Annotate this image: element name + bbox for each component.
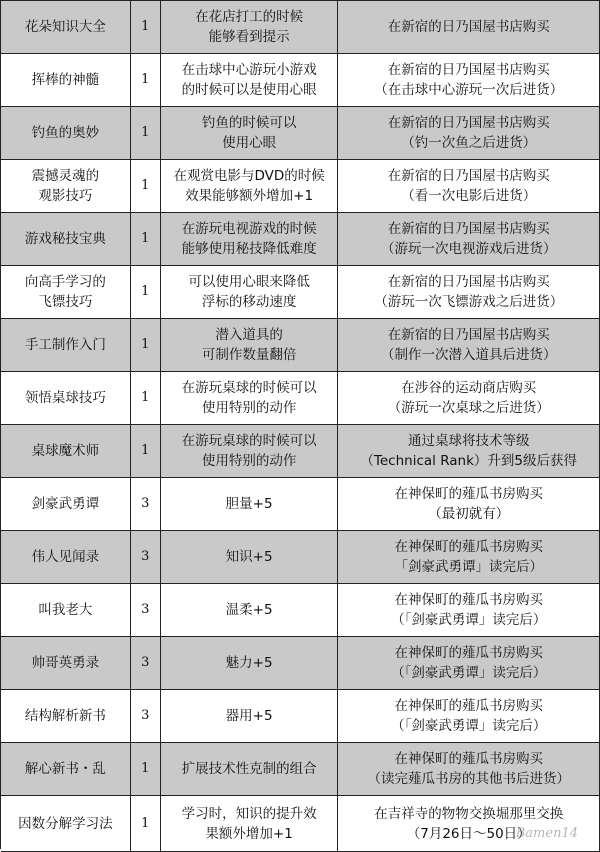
table-row [1, 743, 600, 796]
count-cell: 1 [131, 319, 161, 371]
source-cell: 在新宿的日乃国屋书店购买 （制作一次潜入道具后进货） [338, 319, 600, 371]
effect-cell: 魅力+5 [161, 637, 339, 689]
book-name-cell: 解心新书・乱 [1, 743, 131, 795]
table-row [1, 531, 600, 584]
book-name-cell: 手工制作入门 [1, 319, 131, 371]
table-row [1, 372, 600, 425]
book-name-cell: 伟人见闻录 [1, 531, 131, 583]
source-cell: 在神保町的薤瓜书房购买 （「剑豪武勇谭」读完后） [338, 637, 600, 689]
source-cell: 通过桌球将技术等级 （Technical Rank）升到5级后获得 [338, 425, 600, 477]
source-cell: 在神保町的薤瓜书房购买 「剑豪武勇谭」读完后） [338, 531, 600, 583]
book-name-cell: 桌球魔术师 [1, 425, 131, 477]
effect-cell: 在游玩桌球的时候可以 使用特别的动作 [161, 372, 339, 424]
source-cell: 在新宿的日乃国屋书店购买 （看一次电影后进货） [338, 160, 600, 212]
count-cell: 3 [131, 690, 161, 742]
source-cell: 在新宿的日乃国屋书店购买 （钓一次鱼之后进货） [338, 107, 600, 159]
source-cell: 在新宿的日乃国屋书店购买 （游玩一次电视游戏后进货） [338, 213, 600, 265]
book-name-cell: 游戏秘技宝典 [1, 213, 131, 265]
count-cell: 1 [131, 54, 161, 106]
source-cell: 在新宿的日乃国屋书店购买 （游玩一次飞镖游戏之后进货） [338, 266, 600, 318]
count-cell: 1 [131, 1, 161, 53]
source-cell: 在涉谷的运动商店购买 （游玩一次桌球之后进货） [338, 372, 600, 424]
book-name-cell: 领悟桌球技巧 [1, 372, 131, 424]
book-name-cell: 钓鱼的奥妙 [1, 107, 131, 159]
table-row [1, 637, 600, 690]
count-cell: 1 [131, 160, 161, 212]
effect-cell: 钓鱼的时候可以 使用心眼 [161, 107, 339, 159]
count-cell: 3 [131, 531, 161, 583]
table-row [1, 266, 600, 319]
count-cell: 1 [131, 107, 161, 159]
effect-cell: 在游玩桌球的时候可以 使用特别的动作 [161, 425, 339, 477]
book-name-cell: 花朵知识大全 [1, 1, 131, 53]
count-cell: 1 [131, 425, 161, 477]
count-cell: 3 [131, 584, 161, 636]
book-name-cell: 挥棒的神髓 [1, 54, 131, 106]
effect-cell: 器用+5 [161, 690, 339, 742]
count-cell: 1 [131, 213, 161, 265]
book-name-cell: 叫我老大 [1, 584, 131, 636]
book-name-cell: 向高手学习的 飞镖技巧 [1, 266, 131, 318]
table-row [1, 1, 600, 54]
watermark: Bamen14 [515, 826, 578, 841]
source-cell: 在神保町的薤瓜书房购买 （「剑豪武勇谭」读完后） [338, 584, 600, 636]
effect-cell: 在观赏电影与DVD的时候 效果能够额外增加+1 [161, 160, 339, 212]
table-row [1, 319, 600, 372]
count-cell: 1 [131, 743, 161, 795]
table-row [1, 690, 600, 743]
effect-cell: 学习时，知识的提升效 果额外增加+1 [161, 796, 339, 851]
count-cell: 1 [131, 266, 161, 318]
table-row [1, 213, 600, 266]
table-row [1, 584, 600, 637]
table-row [1, 425, 600, 478]
source-cell: 在神保町的薤瓜书房购买 （读完薤瓜书房的其他书后进货） [338, 743, 600, 795]
book-name-cell: 帅哥英勇录 [1, 637, 131, 689]
table-row [1, 478, 600, 531]
source-cell: 在新宿的日乃国屋书店购买 [338, 1, 600, 53]
effect-cell: 知识+5 [161, 531, 339, 583]
book-name-cell: 结构解析新书 [1, 690, 131, 742]
effect-cell: 可以使用心眼来降低 浮标的移动速度 [161, 266, 339, 318]
count-cell: 1 [131, 372, 161, 424]
source-cell: 在吉祥寺的物物交换堀那里交换 （7月26日～50日） [338, 796, 600, 851]
effect-cell: 胆量+5 [161, 478, 339, 530]
table-row [1, 796, 600, 852]
effect-cell: 温柔+5 [161, 584, 339, 636]
book-name-cell: 剑豪武勇谭 [1, 478, 131, 530]
table-row [1, 160, 600, 213]
source-cell: 在新宿的日乃国屋书店购买 （在击球中心游玩一次后进货） [338, 54, 600, 106]
book-name-cell: 因数分解学习法 [1, 796, 131, 851]
table-row [1, 107, 600, 160]
count-cell: 3 [131, 637, 161, 689]
effect-cell: 扩展技术性克制的组合 [161, 743, 339, 795]
effect-cell: 在花店打工的时候 能够看到提示 [161, 1, 339, 53]
table-row [1, 54, 600, 107]
count-cell: 3 [131, 478, 161, 530]
effect-cell: 在击球中心游玩小游戏 的时候可以是使用心眼 [161, 54, 339, 106]
effect-cell: 在游玩电视游戏的时候 能够使用秘技降低难度 [161, 213, 339, 265]
source-cell: 在神保町的薤瓜书房购买 （「剑豪武勇谭」读完后） [338, 690, 600, 742]
book-name-cell: 震撼灵魂的 观影技巧 [1, 160, 131, 212]
effect-cell: 潜入道具的 可制作数量翻倍 [161, 319, 339, 371]
source-cell: 在神保町的薤瓜书房购买 （最初就有） [338, 478, 600, 530]
count-cell: 1 [131, 796, 161, 851]
